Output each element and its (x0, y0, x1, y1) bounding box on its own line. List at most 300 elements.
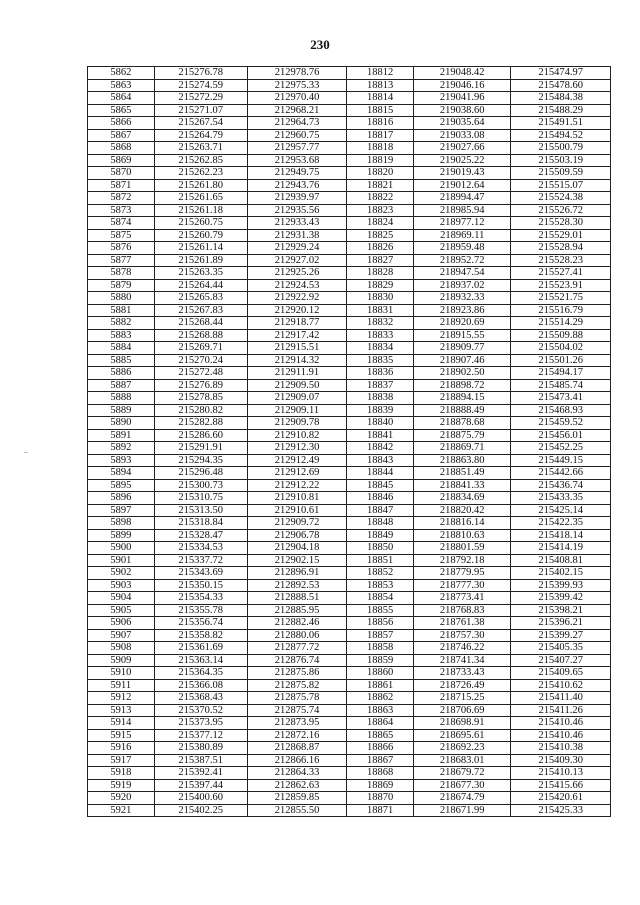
y-coordinate-left-cell: 212933.43 (247, 217, 347, 230)
point-number-right-cell: 18822 (347, 192, 414, 205)
x-coordinate-right-cell: 218761.38 (414, 617, 511, 630)
point-number-right-cell: 18833 (347, 329, 414, 342)
x-coordinate-left-cell: 215318.84 (154, 517, 247, 530)
x-coordinate-left-cell: 215272.29 (154, 92, 247, 105)
point-number-right-cell: 18859 (347, 654, 414, 667)
y-coordinate-left-cell: 212876.74 (247, 654, 347, 667)
point-number-left-cell: 5897 (88, 504, 155, 517)
y-coordinate-right-cell: 215523.91 (511, 279, 611, 292)
x-coordinate-left-cell: 215260.79 (154, 229, 247, 242)
y-coordinate-right-cell: 215449.15 (511, 454, 611, 467)
x-coordinate-left-cell: 215356.74 (154, 617, 247, 630)
point-number-left-cell: 5885 (88, 354, 155, 367)
table-row (88, 742, 611, 755)
y-coordinate-left-cell: 212875.78 (247, 692, 347, 705)
y-coordinate-left-cell: 212896.91 (247, 567, 347, 580)
point-number-left-cell: 5888 (88, 392, 155, 405)
y-coordinate-left-cell: 212912.49 (247, 454, 347, 467)
x-coordinate-right-cell: 218902.50 (414, 367, 511, 380)
y-coordinate-right-cell: 215442.66 (511, 467, 611, 480)
point-number-left-cell: 5909 (88, 654, 155, 667)
point-number-right-cell: 18820 (347, 167, 414, 180)
point-number-right-cell: 18839 (347, 404, 414, 417)
x-coordinate-right-cell: 219048.42 (414, 67, 511, 80)
point-number-left-cell: 5896 (88, 492, 155, 505)
point-number-right-cell: 18842 (347, 442, 414, 455)
x-coordinate-left-cell: 215364.35 (154, 667, 247, 680)
point-number-left-cell: 5884 (88, 342, 155, 355)
y-coordinate-right-cell: 215402.15 (511, 567, 611, 580)
point-number-left-cell: 5870 (88, 167, 155, 180)
x-coordinate-right-cell: 218894.15 (414, 392, 511, 405)
y-coordinate-right-cell: 215415.66 (511, 779, 611, 792)
table-row (88, 204, 611, 217)
x-coordinate-right-cell: 218757.30 (414, 629, 511, 642)
point-number-right-cell: 18864 (347, 717, 414, 730)
y-coordinate-left-cell: 212862.63 (247, 779, 347, 792)
y-coordinate-right-cell: 215456.01 (511, 429, 611, 442)
x-coordinate-right-cell: 218816.14 (414, 517, 511, 530)
y-coordinate-left-cell: 212915.51 (247, 342, 347, 355)
x-coordinate-right-cell: 219025.22 (414, 154, 511, 167)
coordinates-table-body (88, 67, 611, 817)
point-number-left-cell: 5917 (88, 754, 155, 767)
x-coordinate-left-cell: 215350.15 (154, 579, 247, 592)
table-row (88, 492, 611, 505)
x-coordinate-left-cell: 215370.52 (154, 704, 247, 717)
x-coordinate-right-cell: 219019.43 (414, 167, 511, 180)
y-coordinate-left-cell: 212909.78 (247, 417, 347, 430)
y-coordinate-left-cell: 212888.51 (247, 592, 347, 605)
table-row (88, 454, 611, 467)
point-number-right-cell: 18816 (347, 117, 414, 130)
point-number-left-cell: 5911 (88, 679, 155, 692)
point-number-left-cell: 5887 (88, 379, 155, 392)
x-coordinate-right-cell: 219046.16 (414, 79, 511, 92)
y-coordinate-left-cell: 212917.42 (247, 329, 347, 342)
point-number-right-cell: 18871 (347, 804, 414, 817)
point-number-right-cell: 18861 (347, 679, 414, 692)
table-row (88, 129, 611, 142)
point-number-right-cell: 18830 (347, 292, 414, 305)
point-number-left-cell: 5873 (88, 204, 155, 217)
table-row (88, 667, 611, 680)
y-coordinate-left-cell: 212957.77 (247, 142, 347, 155)
point-number-left-cell: 5875 (88, 229, 155, 242)
point-number-left-cell: 5892 (88, 442, 155, 455)
x-coordinate-left-cell: 215377.12 (154, 729, 247, 742)
point-number-right-cell: 18844 (347, 467, 414, 480)
x-coordinate-right-cell: 218679.72 (414, 767, 511, 780)
margin-mark (24, 452, 28, 453)
x-coordinate-left-cell: 215373.95 (154, 717, 247, 730)
x-coordinate-left-cell: 215387.51 (154, 754, 247, 767)
x-coordinate-right-cell: 219012.64 (414, 179, 511, 192)
y-coordinate-left-cell: 212943.76 (247, 179, 347, 192)
y-coordinate-left-cell: 212875.74 (247, 704, 347, 717)
table-row (88, 329, 611, 342)
x-coordinate-right-cell: 218985.94 (414, 204, 511, 217)
x-coordinate-left-cell: 215263.35 (154, 267, 247, 280)
point-number-left-cell: 5880 (88, 292, 155, 305)
x-coordinate-right-cell: 219027.66 (414, 142, 511, 155)
table-row (88, 92, 611, 105)
point-number-right-cell: 18815 (347, 104, 414, 117)
point-number-right-cell: 18841 (347, 429, 414, 442)
y-coordinate-left-cell: 212906.78 (247, 529, 347, 542)
table-row (88, 679, 611, 692)
point-number-right-cell: 18868 (347, 767, 414, 780)
point-number-left-cell: 5863 (88, 79, 155, 92)
table-row (88, 354, 611, 367)
x-coordinate-left-cell: 215268.88 (154, 329, 247, 342)
table-row (88, 529, 611, 542)
y-coordinate-left-cell: 212931.38 (247, 229, 347, 242)
table-row (88, 304, 611, 317)
y-coordinate-left-cell: 212875.86 (247, 667, 347, 680)
x-coordinate-right-cell: 218715.25 (414, 692, 511, 705)
x-coordinate-right-cell: 218671.99 (414, 804, 511, 817)
point-number-left-cell: 5891 (88, 429, 155, 442)
x-coordinate-right-cell: 218801.59 (414, 542, 511, 555)
y-coordinate-left-cell: 212902.15 (247, 554, 347, 567)
y-coordinate-right-cell: 215474.97 (511, 67, 611, 80)
y-coordinate-right-cell: 215410.62 (511, 679, 611, 692)
x-coordinate-right-cell: 218947.54 (414, 267, 511, 280)
x-coordinate-right-cell: 218898.72 (414, 379, 511, 392)
y-coordinate-left-cell: 212975.33 (247, 79, 347, 92)
point-number-right-cell: 18832 (347, 317, 414, 330)
point-number-right-cell: 18849 (347, 529, 414, 542)
x-coordinate-right-cell: 218706.69 (414, 704, 511, 717)
x-coordinate-left-cell: 215264.79 (154, 129, 247, 142)
point-number-right-cell: 18843 (347, 454, 414, 467)
x-coordinate-right-cell: 218878.68 (414, 417, 511, 430)
point-number-left-cell: 5864 (88, 92, 155, 105)
x-coordinate-right-cell: 218779.95 (414, 567, 511, 580)
x-coordinate-right-cell: 218977.12 (414, 217, 511, 230)
point-number-left-cell: 5868 (88, 142, 155, 155)
point-number-left-cell: 5867 (88, 129, 155, 142)
point-number-right-cell: 18858 (347, 642, 414, 655)
x-coordinate-right-cell: 218841.33 (414, 479, 511, 492)
point-number-right-cell: 18836 (347, 367, 414, 380)
y-coordinate-left-cell: 212864.33 (247, 767, 347, 780)
y-coordinate-left-cell: 212892.53 (247, 579, 347, 592)
point-number-right-cell: 18869 (347, 779, 414, 792)
table-row (88, 692, 611, 705)
point-number-left-cell: 5920 (88, 792, 155, 805)
y-coordinate-left-cell: 212875.82 (247, 679, 347, 692)
y-coordinate-right-cell: 215410.13 (511, 767, 611, 780)
point-number-left-cell: 5900 (88, 542, 155, 555)
x-coordinate-left-cell: 215368.43 (154, 692, 247, 705)
x-coordinate-left-cell: 215260.75 (154, 217, 247, 230)
x-coordinate-left-cell: 215400.60 (154, 792, 247, 805)
table-row (88, 79, 611, 92)
point-number-right-cell: 18840 (347, 417, 414, 430)
table-row (88, 154, 611, 167)
point-number-left-cell: 5906 (88, 617, 155, 630)
y-coordinate-right-cell: 215396.21 (511, 617, 611, 630)
y-coordinate-right-cell: 215436.74 (511, 479, 611, 492)
point-number-left-cell: 5913 (88, 704, 155, 717)
point-number-left-cell: 5871 (88, 179, 155, 192)
y-coordinate-right-cell: 215500.79 (511, 142, 611, 155)
point-number-right-cell: 18866 (347, 742, 414, 755)
x-coordinate-left-cell: 215291.91 (154, 442, 247, 455)
y-coordinate-left-cell: 212949.75 (247, 167, 347, 180)
x-coordinate-left-cell: 215262.23 (154, 167, 247, 180)
x-coordinate-right-cell: 219041.96 (414, 92, 511, 105)
y-coordinate-left-cell: 212880.06 (247, 629, 347, 642)
y-coordinate-left-cell: 212960.75 (247, 129, 347, 142)
table-row (88, 379, 611, 392)
point-number-right-cell: 18819 (347, 154, 414, 167)
table-row (88, 542, 611, 555)
x-coordinate-right-cell: 218777.30 (414, 579, 511, 592)
x-coordinate-left-cell: 215280.82 (154, 404, 247, 417)
table-row (88, 429, 611, 442)
x-coordinate-left-cell: 215363.14 (154, 654, 247, 667)
point-number-left-cell: 5886 (88, 367, 155, 380)
coordinates-table (87, 66, 611, 817)
y-coordinate-left-cell: 212929.24 (247, 242, 347, 255)
table-row (88, 704, 611, 717)
y-coordinate-right-cell: 215399.27 (511, 629, 611, 642)
x-coordinate-left-cell: 215274.59 (154, 79, 247, 92)
y-coordinate-left-cell: 212912.22 (247, 479, 347, 492)
table-row (88, 167, 611, 180)
x-coordinate-left-cell: 215380.89 (154, 742, 247, 755)
point-number-left-cell: 5872 (88, 192, 155, 205)
y-coordinate-left-cell: 212953.68 (247, 154, 347, 167)
point-number-right-cell: 18857 (347, 629, 414, 642)
y-coordinate-right-cell: 215526.72 (511, 204, 611, 217)
table-row (88, 317, 611, 330)
x-coordinate-right-cell: 218915.55 (414, 329, 511, 342)
y-coordinate-right-cell: 215409.65 (511, 667, 611, 680)
x-coordinate-right-cell: 218820.42 (414, 504, 511, 517)
x-coordinate-right-cell: 219035.64 (414, 117, 511, 130)
x-coordinate-left-cell: 215269.71 (154, 342, 247, 355)
point-number-right-cell: 18834 (347, 342, 414, 355)
point-number-left-cell: 5902 (88, 567, 155, 580)
y-coordinate-right-cell: 215503.19 (511, 154, 611, 167)
y-coordinate-right-cell: 215524.38 (511, 192, 611, 205)
x-coordinate-left-cell: 215392.41 (154, 767, 247, 780)
table-row (88, 479, 611, 492)
x-coordinate-left-cell: 215265.83 (154, 292, 247, 305)
point-number-right-cell: 18821 (347, 179, 414, 192)
y-coordinate-left-cell: 212868.87 (247, 742, 347, 755)
y-coordinate-left-cell: 212927.02 (247, 254, 347, 267)
y-coordinate-left-cell: 212912.30 (247, 442, 347, 455)
table-row (88, 604, 611, 617)
x-coordinate-left-cell: 215337.72 (154, 554, 247, 567)
y-coordinate-right-cell: 215420.61 (511, 792, 611, 805)
y-coordinate-right-cell: 215491.51 (511, 117, 611, 130)
y-coordinate-right-cell: 215488.29 (511, 104, 611, 117)
x-coordinate-right-cell: 218875.79 (414, 429, 511, 442)
x-coordinate-right-cell: 218959.48 (414, 242, 511, 255)
y-coordinate-right-cell: 215527.41 (511, 267, 611, 280)
point-number-right-cell: 18838 (347, 392, 414, 405)
y-coordinate-right-cell: 215528.23 (511, 254, 611, 267)
point-number-right-cell: 18850 (347, 542, 414, 555)
point-number-right-cell: 18835 (347, 354, 414, 367)
y-coordinate-right-cell: 215410.46 (511, 729, 611, 742)
y-coordinate-left-cell: 212910.61 (247, 504, 347, 517)
point-number-right-cell: 18814 (347, 92, 414, 105)
point-number-left-cell: 5916 (88, 742, 155, 755)
point-number-right-cell: 18870 (347, 792, 414, 805)
y-coordinate-left-cell: 212925.26 (247, 267, 347, 280)
y-coordinate-left-cell: 212909.50 (247, 379, 347, 392)
x-coordinate-left-cell: 215271.07 (154, 104, 247, 117)
point-number-left-cell: 5899 (88, 529, 155, 542)
y-coordinate-right-cell: 215411.40 (511, 692, 611, 705)
table-row (88, 767, 611, 780)
point-number-left-cell: 5905 (88, 604, 155, 617)
x-coordinate-left-cell: 215328.47 (154, 529, 247, 542)
table-row (88, 467, 611, 480)
y-coordinate-right-cell: 215494.52 (511, 129, 611, 142)
point-number-right-cell: 18846 (347, 492, 414, 505)
y-coordinate-left-cell: 212918.77 (247, 317, 347, 330)
x-coordinate-left-cell: 215286.60 (154, 429, 247, 442)
point-number-left-cell: 5914 (88, 717, 155, 730)
point-number-right-cell: 18828 (347, 267, 414, 280)
y-coordinate-right-cell: 215521.75 (511, 292, 611, 305)
x-coordinate-left-cell: 215276.78 (154, 67, 247, 80)
y-coordinate-right-cell: 215418.14 (511, 529, 611, 542)
x-coordinate-right-cell: 218692.23 (414, 742, 511, 755)
table-row (88, 342, 611, 355)
y-coordinate-left-cell: 212910.82 (247, 429, 347, 442)
point-number-left-cell: 5893 (88, 454, 155, 467)
table-row (88, 517, 611, 530)
x-coordinate-right-cell: 218773.41 (414, 592, 511, 605)
point-number-left-cell: 5869 (88, 154, 155, 167)
table-row (88, 179, 611, 192)
point-number-left-cell: 5895 (88, 479, 155, 492)
x-coordinate-right-cell: 218869.71 (414, 442, 511, 455)
x-coordinate-right-cell: 218810.63 (414, 529, 511, 542)
x-coordinate-right-cell: 218920.69 (414, 317, 511, 330)
point-number-right-cell: 18817 (347, 129, 414, 142)
point-number-left-cell: 5878 (88, 267, 155, 280)
table-row (88, 442, 611, 455)
table-row (88, 229, 611, 242)
x-coordinate-left-cell: 215261.14 (154, 242, 247, 255)
point-number-right-cell: 18853 (347, 579, 414, 592)
point-number-left-cell: 5904 (88, 592, 155, 605)
y-coordinate-right-cell: 215408.81 (511, 554, 611, 567)
y-coordinate-right-cell: 215425.14 (511, 504, 611, 517)
point-number-right-cell: 18812 (347, 67, 414, 80)
table-row (88, 504, 611, 517)
y-coordinate-left-cell: 212968.21 (247, 104, 347, 117)
y-coordinate-right-cell: 215414.19 (511, 542, 611, 555)
x-coordinate-right-cell: 218768.83 (414, 604, 511, 617)
y-coordinate-right-cell: 215452.25 (511, 442, 611, 455)
x-coordinate-right-cell: 218851.49 (414, 467, 511, 480)
point-number-right-cell: 18845 (347, 479, 414, 492)
point-number-left-cell: 5907 (88, 629, 155, 642)
point-number-left-cell: 5912 (88, 692, 155, 705)
x-coordinate-right-cell: 218907.46 (414, 354, 511, 367)
y-coordinate-right-cell: 215433.35 (511, 492, 611, 505)
y-coordinate-left-cell: 212855.50 (247, 804, 347, 817)
point-number-left-cell: 5898 (88, 517, 155, 530)
x-coordinate-left-cell: 215361.69 (154, 642, 247, 655)
y-coordinate-left-cell: 212920.12 (247, 304, 347, 317)
point-number-right-cell: 18860 (347, 667, 414, 680)
y-coordinate-right-cell: 215529.01 (511, 229, 611, 242)
x-coordinate-right-cell: 218683.01 (414, 754, 511, 767)
y-coordinate-right-cell: 215473.41 (511, 392, 611, 405)
point-number-right-cell: 18847 (347, 504, 414, 517)
y-coordinate-right-cell: 215509.59 (511, 167, 611, 180)
point-number-left-cell: 5901 (88, 554, 155, 567)
point-number-right-cell: 18856 (347, 617, 414, 630)
y-coordinate-left-cell: 212859.85 (247, 792, 347, 805)
x-coordinate-right-cell: 218994.47 (414, 192, 511, 205)
table-row (88, 592, 611, 605)
y-coordinate-left-cell: 212924.53 (247, 279, 347, 292)
point-number-right-cell: 18855 (347, 604, 414, 617)
x-coordinate-right-cell: 218695.61 (414, 729, 511, 742)
x-coordinate-left-cell: 215300.73 (154, 479, 247, 492)
y-coordinate-left-cell: 212911.91 (247, 367, 347, 380)
point-number-right-cell: 18863 (347, 704, 414, 717)
table-row (88, 392, 611, 405)
table-row (88, 642, 611, 655)
y-coordinate-left-cell: 212873.95 (247, 717, 347, 730)
x-coordinate-left-cell: 215278.85 (154, 392, 247, 405)
y-coordinate-right-cell: 215504.02 (511, 342, 611, 355)
point-number-right-cell: 18852 (347, 567, 414, 580)
point-number-right-cell: 18867 (347, 754, 414, 767)
x-coordinate-right-cell: 218698.91 (414, 717, 511, 730)
y-coordinate-right-cell: 215509.88 (511, 329, 611, 342)
table-row (88, 292, 611, 305)
y-coordinate-left-cell: 212939.97 (247, 192, 347, 205)
table-row (88, 579, 611, 592)
x-coordinate-right-cell: 218746.22 (414, 642, 511, 655)
x-coordinate-left-cell: 215397.44 (154, 779, 247, 792)
point-number-left-cell: 5889 (88, 404, 155, 417)
point-number-right-cell: 18823 (347, 204, 414, 217)
x-coordinate-left-cell: 215355.78 (154, 604, 247, 617)
y-coordinate-left-cell: 212866.16 (247, 754, 347, 767)
x-coordinate-left-cell: 215366.08 (154, 679, 247, 692)
y-coordinate-left-cell: 212970.40 (247, 92, 347, 105)
x-coordinate-right-cell: 218726.49 (414, 679, 511, 692)
point-number-right-cell: 18865 (347, 729, 414, 742)
point-number-right-cell: 18818 (347, 142, 414, 155)
table-row (88, 254, 611, 267)
y-coordinate-right-cell: 215528.94 (511, 242, 611, 255)
y-coordinate-right-cell: 215407.27 (511, 654, 611, 667)
table-row (88, 654, 611, 667)
y-coordinate-right-cell: 215409.30 (511, 754, 611, 767)
x-coordinate-left-cell: 215358.82 (154, 629, 247, 642)
table-row (88, 617, 611, 630)
table-row (88, 404, 611, 417)
point-number-left-cell: 5919 (88, 779, 155, 792)
